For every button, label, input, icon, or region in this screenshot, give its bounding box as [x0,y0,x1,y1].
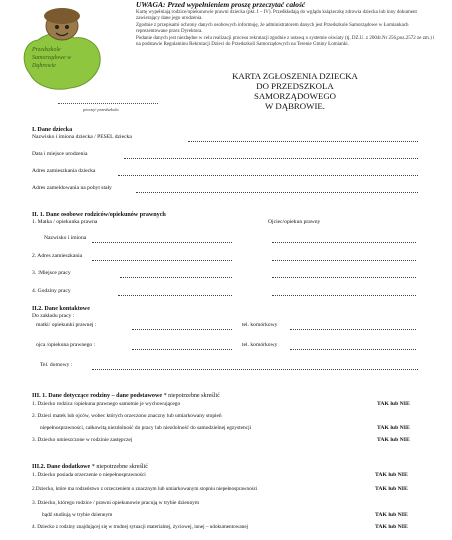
field-label-registered-address: Adres zameldowania na pobyt stały [32,185,112,191]
mother-column-label: 1. Matka / opiekunka prawna [32,219,98,225]
section-3-title: III. 1. Dane dotyczące rodziny – dane podstawowe [32,393,163,399]
workplace-contact-label: Do zakładu pracy : [32,313,75,319]
mother-contact-label: matki/ opiekunki prawnej : [36,322,97,328]
section-2-heading: II. 1. Dane osobowe rodziców/opiekunów prawnych [32,212,166,218]
mother-mobile-input[interactable] [290,329,416,330]
field-label-address: Adres zamieszkania dziecka [32,168,96,174]
note-paragraph: Kartę wypełniają rodzice/opiekunowie prawni dziecka (pkt. I – IV). Przedkładają do wglądu książeczkę zdrowia dziecka lub inny dokument zawierający dane jego urodzenia. [136,10,417,22]
section-3b-heading [32,464,148,470]
father-contact-label: ojca /opiekuna prawnego : [36,342,96,348]
parent-hours-label: 4. Godziny pracy [32,288,71,294]
section-1-heading: I. Dane dziecka [32,127,73,133]
field-registered-address-input[interactable] [136,192,418,193]
criterion-item: 1. Dziecko rodzica /opiekuna prawnego samotnie je wychowującego [32,401,181,407]
criterion-item: 3. Dziecko umieszczone w rodzinie zastępczej [32,437,133,443]
warning-heading: UWAGA: Przed wypełnieniem proszę przeczytać całość [136,0,306,9]
home-phone-input[interactable] [92,369,418,370]
form-title [215,71,375,111]
yes-no-choice[interactable]: TAK lub NIE [375,512,408,518]
title-line: W DĄBROWIE. [265,101,325,111]
yes-no-choice[interactable]: TAK lub NIE [375,486,408,492]
logo-text: Przedszkole Samorządowe w Dąbrowie [32,47,72,69]
father-workplace-input[interactable] [272,277,416,278]
parent-address-label: 2. Adres zamieszkania [32,253,83,259]
father-work-phone-input[interactable] [132,349,232,350]
section-3b-title: III.2. Dane dodatkowe [32,464,91,470]
section-3-heading [32,393,220,399]
father-hours-input[interactable] [272,295,416,296]
criterion-item: 3. Dziecko, którego rodzice / prawni opiekunowie pracują w trybie dziennym [32,500,200,506]
father-column-label: Ojciec/opiekun prawny [268,219,321,225]
criterion-item: 2. Dzieci matek lub ojców, wobec których orzeczono znaczny lub umiarkowany stopień [32,413,222,419]
title-line: KARTA ZGŁOSZENIA DZIECKA [232,71,358,81]
criterion-item: niepełnosprawności, całkowitą niezdolność do pracy lub niezdolność do samodzielnej egzystencji [40,425,252,431]
note-paragraph: Podanie danych jest niezbędne w celu realizacji procesu rekrutacji zgodnie z ustawą o systemie oświaty (tj. DZ.U. z 2004r.Nr 256,poz.2572 ze zm.) i na podstawie Regulaminu Rekrutacji Dzieci do Przedszkoli Samorządowych na Terenie Gminy Łomianki. [136,35,435,48]
yes-no-choice[interactable]: TAK lub NIE [377,401,410,407]
stamp-line [58,103,158,104]
parent-workplace-label: 3. :Miejsce pracy [32,270,71,276]
yes-no-choice[interactable]: TAK lub NIE [377,437,410,443]
yes-no-choice[interactable]: TAK lub NIE [375,524,408,530]
mother-hours-input[interactable] [118,295,232,296]
criterion-item: bądź studiują w trybie dziennym [42,512,113,518]
stamp-label: pieczęć przedszkola [83,107,119,112]
section-2b-heading: II.2. Dane kontaktowe [32,306,90,312]
field-address-input[interactable] [118,175,418,176]
field-name-pesel-input[interactable] [188,141,418,142]
yes-no-choice[interactable]: TAK lub NIE [377,425,410,431]
criterion-item: 4. Dziecko z rodziny znajdującej się w trudnej sytuacji materialnej, życiowej, innej – udokumentowanej [32,524,249,530]
instructions-note [136,10,436,48]
mother-name-input[interactable] [92,242,232,243]
mother-mobile-label: tel. komórkowy [242,322,278,328]
father-mobile-input[interactable] [290,349,416,350]
field-label-name-pesel: Nazwisko i imiona dziecka / PESEL dziecka [32,134,132,140]
father-mobile-label: tel. komórkowy [242,342,278,348]
mother-work-phone-input[interactable] [132,329,232,330]
father-name-input[interactable] [272,242,416,243]
field-label-birth: Data i miejsce urodzenia [32,151,88,157]
parent-name-label: Nazwisko i imiona [44,235,87,241]
criterion-item: 2.Dziecko, które ma rodzeństwo z orzeczeniem o znacznym lub umiarkowanym stopniu niepełnosprawności [32,486,258,492]
note-paragraph: Zgodnie z przepisami ochrony danych osobowych informuję, że administratorem danych jest Przedszkole Samorządowe w Łomiankach reprezentowane przez Dyrektora. [136,22,409,35]
title-line: DO PRZEDSZKOLA SAMORZĄDOWEGO [253,81,337,101]
father-address-input[interactable] [272,260,416,261]
criterion-item: 1. Dziecko posiada orzeczenie o niepełnosprawności [32,472,146,478]
section-3-note: * niepotrzebne skreślić [163,393,220,399]
section-3b-note: * niepotrzebne skreślić [91,464,148,470]
mother-workplace-input[interactable] [120,277,232,278]
yes-no-choice[interactable]: TAK lub NIE [375,472,408,478]
home-phone-label: Tel. domowy : [40,362,73,368]
mother-address-input[interactable] [92,260,232,261]
field-birth-input[interactable] [124,158,418,159]
